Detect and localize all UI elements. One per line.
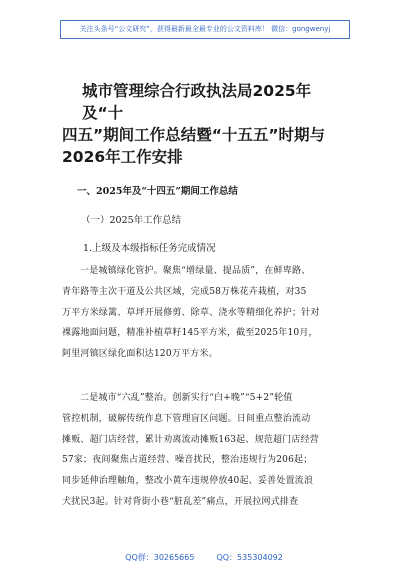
paragraph-line: 二是城市“六乱”整治。创新实行“白+晚”“5+2”轮值 bbox=[80, 393, 293, 403]
item-heading: 1.上级及本级指标任务完成情况 bbox=[83, 243, 216, 254]
footer-contact bbox=[0, 552, 408, 563]
paragraph-line: 同步延伸治理触角，整改小黄车违规停放40起、妥善处置流浪 bbox=[62, 476, 314, 487]
paragraph-line: 摊贩、超门店经营，累计劝离流动摊贩163起、规范超门店经营 bbox=[62, 434, 319, 445]
title-line-2: 四五”期间工作总结暨“十五五”时期与 bbox=[62, 126, 326, 144]
paragraph-greening bbox=[62, 261, 358, 365]
paragraph-line: 裸露地面问题，精准补植草籽145平方米，截至2025年10月， bbox=[62, 328, 318, 339]
paragraph-line: 犬扰民3起。针对背街小巷“脏乱差”痛点，开展拉网式排查 bbox=[62, 496, 299, 507]
paragraph-line: 57家；夜间聚焦占道经营、噪音扰民，整治违规行为206起； bbox=[62, 455, 313, 466]
title-line-1: 城市管理综合行政执法局2025年及“十 bbox=[82, 82, 312, 122]
title-line-3: 2026年工作安排 bbox=[62, 148, 183, 166]
subsection-heading: （一）2025年工作总结 bbox=[81, 215, 182, 226]
document-title bbox=[62, 80, 352, 168]
paragraph-line: 阿里河镇区绿化面积达120万平方米。 bbox=[62, 349, 218, 360]
paragraph-line: 一是城镇绿化管护。聚焦“增绿量、提品质”，在鲜卑路、 bbox=[80, 266, 311, 276]
section-heading: 一、2025年及“十四五”期间工作总结 bbox=[77, 186, 238, 197]
paragraph-six-disorders bbox=[62, 388, 358, 513]
footer-qq: QQ：535304092 bbox=[216, 553, 283, 562]
footer-qq-group: QQ群：30265665 bbox=[125, 553, 195, 562]
paragraph-line: 万平方米绿篱、草坪开展修剪、除草、浇水等精细化养护；针对 bbox=[62, 307, 320, 318]
paragraph-line: 管控机制，破解传统作息下管理盲区问题。日间重点整治流动 bbox=[62, 413, 311, 424]
paragraph-line: 青年路等主次干道及公共区域，完成58万株花卉栽植，对35 bbox=[62, 286, 307, 297]
header-banner: 关注头条号“公文研究”，获得最新最全最专业的公文资料库！ 微信：gongwenyj bbox=[60, 20, 350, 39]
